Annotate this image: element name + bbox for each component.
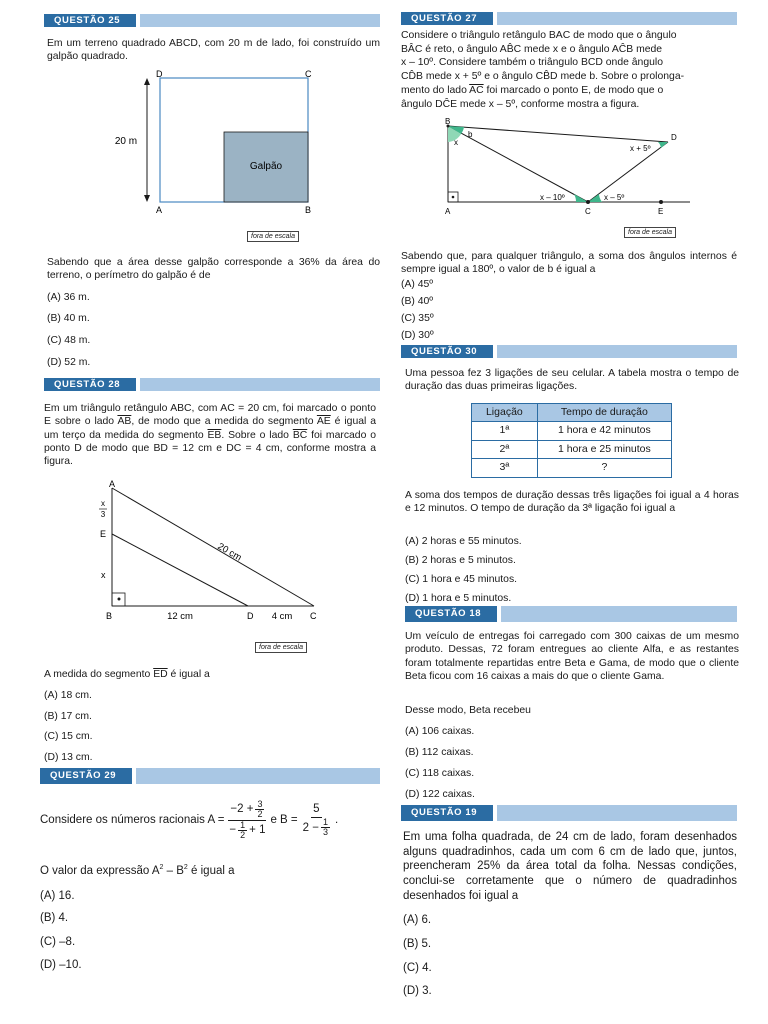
q27-option-c[interactable]: (C) 35º bbox=[401, 313, 434, 324]
vertex-D: D bbox=[247, 611, 254, 621]
angle-b-label: b bbox=[468, 130, 473, 139]
bd-label: 12 cm bbox=[167, 611, 193, 622]
table-header-call: Ligação bbox=[472, 404, 538, 422]
q30-option-c[interactable]: (C) 1 hora e 45 minutos. bbox=[405, 574, 518, 585]
table-row bbox=[472, 459, 672, 477]
q19-option-d[interactable]: (D) 3. bbox=[403, 985, 432, 997]
vertex-D: D bbox=[156, 69, 163, 79]
q29-header bbox=[40, 768, 380, 784]
q29-option-c[interactable]: (C) –8. bbox=[40, 936, 76, 948]
vertex-B: B bbox=[305, 205, 312, 215]
table-row bbox=[472, 440, 672, 458]
q18-body: Desse modo, Beta recebeu bbox=[405, 705, 531, 716]
q29-header-bar bbox=[136, 768, 380, 784]
q28-option-b[interactable]: (B) 17 cm. bbox=[44, 711, 92, 722]
q29-label: QUESTÃO 29 bbox=[40, 768, 132, 784]
q18-intro: Um veículo de entregas foi carregado com 300 caixas de um mesmo produto. Dessas, 72 foram entregues ao cliente Alfa, e as restantes foram totalmente repartidas entre Beta e Gama, de modo que o cliente Beta ficou com 16 caixas a mais do que o cliente Gama. bbox=[405, 631, 739, 682]
vertex-A: A bbox=[109, 479, 116, 489]
vertex-B: B bbox=[106, 611, 113, 621]
q28-option-c[interactable]: (C) 15 cm. bbox=[44, 731, 93, 742]
table-cell: 1 hora e 42 minutos bbox=[537, 422, 671, 440]
q28-label: QUESTÃO 28 bbox=[44, 378, 136, 391]
angle-x-label: x bbox=[454, 138, 458, 147]
table-row bbox=[472, 422, 672, 440]
q30-option-a[interactable]: (A) 2 horas e 55 minutos. bbox=[405, 536, 522, 547]
vertex-C: C bbox=[585, 207, 591, 216]
angle-xm10-label: x – 10º bbox=[540, 193, 565, 202]
table-header-row bbox=[472, 404, 672, 422]
q27-label: QUESTÃO 27 bbox=[401, 12, 493, 25]
q28-header bbox=[44, 378, 380, 391]
q29-option-d[interactable]: (D) –10. bbox=[40, 959, 82, 971]
q28-figure bbox=[95, 478, 330, 626]
q27-option-d[interactable]: (D) 30º bbox=[401, 330, 434, 341]
q18-option-a[interactable]: (A) 106 caixas. bbox=[405, 726, 475, 737]
q29-expression: Considere os números racionais A = −2 + $\frac{3}{2}$ − $\frac{1}{2}$ + 1 e B = 5 2 − $\frac{1}{3}$ . bbox=[40, 798, 339, 840]
q18-option-d[interactable]: (D) 122 caixas. bbox=[405, 789, 475, 800]
q25-label: QUESTÃO 25 bbox=[44, 14, 136, 27]
table-cell: 2ª bbox=[472, 440, 538, 458]
vertex-E: E bbox=[100, 529, 107, 539]
q18-option-b[interactable]: (B) 112 caixas. bbox=[405, 747, 474, 758]
q19-option-b[interactable]: (B) 5. bbox=[403, 938, 432, 950]
q25-body: Sabendo que a área desse galpão corresponde a 36% da área do terreno, o perímetro do galpão é de bbox=[47, 257, 380, 282]
q25-option-c[interactable]: (C) 48 m. bbox=[47, 335, 91, 346]
vertex-C: C bbox=[310, 611, 317, 621]
table-cell: 3ª bbox=[472, 459, 538, 477]
angle-xm5-label: x – 5º bbox=[604, 193, 625, 202]
x-label: x bbox=[101, 570, 106, 580]
q18-header bbox=[405, 606, 737, 622]
vertex-A: A bbox=[445, 207, 451, 216]
q27-header-bar bbox=[497, 12, 737, 25]
q30-table bbox=[471, 403, 672, 478]
vertex-E: E bbox=[658, 207, 664, 216]
q28-scale-note: fora de escala bbox=[255, 642, 307, 653]
shed-label: Galpão bbox=[249, 161, 283, 172]
q30-body: A soma dos tempos de duração dessas três ligações foi igual a 4 horas e 12 minutos. O tempo de duração da 3ª ligação foi igual a bbox=[405, 490, 739, 515]
q25-intro: Em um terreno quadrado ABCD, com 20 m de lado, foi construído um galpão quadrado. bbox=[47, 38, 380, 63]
table-cell: 1ª bbox=[472, 422, 538, 440]
side-length-label: 20 m bbox=[114, 136, 138, 147]
q27-option-b[interactable]: (B) 40º bbox=[401, 296, 434, 307]
q25-scale-note: fora de escala bbox=[247, 231, 299, 242]
vertex-C: C bbox=[305, 69, 312, 79]
q27-option-a[interactable]: (A) 45º bbox=[401, 279, 434, 290]
table-cell: 1 hora e 25 minutos bbox=[537, 440, 671, 458]
q19-label: QUESTÃO 19 bbox=[401, 805, 493, 821]
vertex-A: A bbox=[156, 205, 163, 215]
q19-option-c[interactable]: (C) 4. bbox=[403, 962, 432, 974]
q30-intro: Uma pessoa fez 3 ligações de seu celular. A tabela mostra o tempo de duração das duas primeiras ligações. bbox=[405, 368, 739, 393]
q29-option-b[interactable]: (B) 4. bbox=[40, 912, 69, 924]
q28-intro: Em um triângulo retângulo ABC, com AC = 20 cm, foi marcado o ponto E sobre o lado $\overline{AB}$, de modo que a medida do segmento $\overline{AE}$ é igual a um terço da medida do segmento $\overline{EB}$. Sobre o lado $\overline{BC}$ foi marcado o ponto D de modo que BD = 12 cm e DC = 4 cm, conforme mostra a figura. bbox=[44, 403, 377, 468]
q25-figure bbox=[100, 66, 325, 246]
q19-header bbox=[401, 805, 737, 821]
x-over-3-denominator: 3 bbox=[100, 510, 106, 519]
q27-intro: Considere o triângulo retângulo BAC de modo que o ângulo BÂC é reto, o ângulo AB̂C mede x e o ângulo AĈB mede x – 10º. Considere também o triângulo BCD onde ângulo CD̂B mede x + 5º e o ângulo CB̂D mede b. Sobre o prolonga- mento do lado $\overline{AC}$ foi marcado o ponto E, de modo que o ângulo DĈE mede x – 5º, conforme mostra a figura. bbox=[401, 30, 685, 110]
dc-label: 4 cm bbox=[271, 611, 293, 622]
angle-xp5-label: x + 5º bbox=[630, 144, 651, 153]
q19-intro: Em uma folha quadrada, de 24 cm de lado, foram desenhados alguns quadradinhos, cada um com 6 cm de lado que, juntos, preencheram 25% da área total da folha. Nessas condições, conclui-se corretamente que o número de quadradinhos desenhados foi igual a bbox=[403, 831, 737, 902]
q19-option-a[interactable]: (A) 6. bbox=[403, 914, 432, 926]
q30-label: QUESTÃO 30 bbox=[401, 345, 493, 358]
q30-option-b[interactable]: (B) 2 horas e 5 minutos. bbox=[405, 555, 516, 566]
x-over-3-numerator: x bbox=[101, 499, 105, 508]
q28-header-bar bbox=[140, 378, 380, 391]
q25-option-b[interactable]: (B) 40 m. bbox=[47, 313, 90, 324]
q25-header-bar bbox=[140, 14, 380, 27]
table-header-duration: Tempo de duração bbox=[537, 404, 671, 422]
q29-option-a[interactable]: (A) 16. bbox=[40, 890, 75, 902]
table-cell: ? bbox=[537, 459, 671, 477]
vertex-B: B bbox=[445, 118, 451, 126]
q28-option-d[interactable]: (D) 13 cm. bbox=[44, 752, 93, 763]
q18-header-bar bbox=[501, 606, 737, 622]
q30-option-d[interactable]: (D) 1 hora e 5 minutos. bbox=[405, 593, 512, 604]
q30-header-bar bbox=[497, 345, 737, 358]
q19-header-bar bbox=[497, 805, 737, 821]
q29-body: O valor da expressão $A^2 - B^2$ é igual a bbox=[40, 864, 235, 877]
q27-body: Sabendo que, para qualquer triângulo, a soma dos ângulos internos é sempre igual a 180º, o valor de b é igual a bbox=[401, 251, 737, 276]
q25-option-a[interactable]: (A) 36 m. bbox=[47, 292, 90, 303]
q18-option-c[interactable]: (C) 118 caixas. bbox=[405, 768, 475, 779]
q28-option-a[interactable]: (A) 18 cm. bbox=[44, 690, 92, 701]
q27-scale-note: fora de escala bbox=[624, 227, 676, 238]
hyp-label: 20 cm bbox=[215, 541, 244, 564]
vertex-D: D bbox=[671, 133, 677, 142]
q25-option-d[interactable]: (D) 52 m. bbox=[47, 357, 91, 368]
q27-header bbox=[401, 12, 737, 25]
q18-label: QUESTÃO 18 bbox=[405, 606, 497, 622]
q30-header bbox=[401, 345, 737, 358]
q27-figure bbox=[440, 118, 695, 220]
q28-body: A medida do segmento $\overline{ED}$ é igual a bbox=[44, 669, 210, 680]
q25-header bbox=[44, 14, 380, 27]
